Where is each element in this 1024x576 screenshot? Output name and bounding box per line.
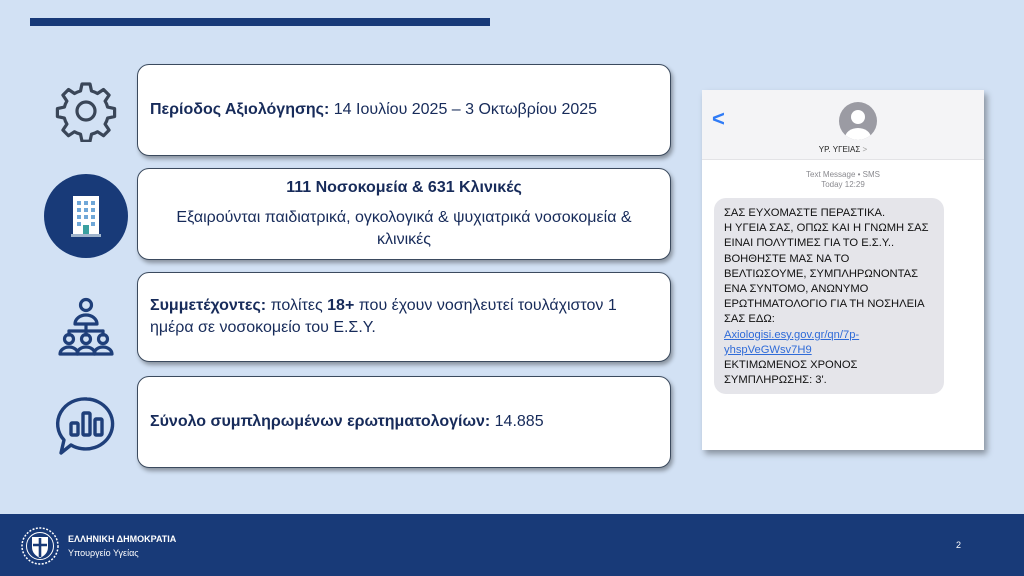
hospitals-note: Εξαιρούνται παιδιατρικά, ογκολογικά & ψυχιατρικά νοσοκομεία & κλινικές <box>176 209 632 248</box>
contact-avatar <box>839 102 877 140</box>
title-accent-bar <box>30 18 490 26</box>
period-card <box>137 64 671 156</box>
total-label: Σύνολο συμπληρωμένων ερωτηματολογίων: <box>150 413 491 430</box>
hellenic-republic-emblem-icon <box>20 526 60 566</box>
sms-survey-link[interactable]: Axiologisi.esy.gov.gr/qn/7p-yhspVeGWsv7H9 <box>724 328 860 356</box>
hospitals-title: 111 Νοσοκομεία & 631 Κλινικές <box>286 179 522 196</box>
back-chevron-icon[interactable]: < <box>712 106 725 131</box>
participants-card <box>137 272 671 362</box>
total-card <box>137 376 671 468</box>
chat-bar-chart-icon <box>55 395 119 459</box>
org-name: ΕΛΛΗΝΙΚΗ ΔΗΜΟΚΡΑΤΙΑ <box>68 534 177 544</box>
period-value: 14 Ιουλίου 2025 – 3 Οκτωβρίου 2025 <box>329 101 598 118</box>
total-value: 14.885 <box>490 413 544 430</box>
sms-type: Text Message • SMS <box>806 170 880 179</box>
participants-age: 18+ <box>327 297 355 314</box>
sms-header <box>702 90 984 160</box>
hospitals-card <box>137 168 671 260</box>
sms-screenshot <box>702 90 984 450</box>
hospital-icon <box>71 194 101 238</box>
participants-post: που έχουν νοσηλευτεί τουλάχιστον 1 ημέρα σε νοσοκομείο του Ε.Σ.Υ. <box>150 297 617 336</box>
gear-icon <box>55 80 117 142</box>
participants-label: Συμμετέχοντες: <box>150 297 267 314</box>
ministry-name: Υπουργείο Υγείας <box>68 548 139 558</box>
sms-message-bubble <box>714 198 944 394</box>
sms-meta <box>702 170 984 190</box>
page-number: 2 <box>956 540 962 550</box>
people-network-icon <box>55 294 117 356</box>
footer-bar <box>0 514 1024 576</box>
hospital-icon-badge <box>44 174 128 258</box>
participants-pre: πολίτες <box>266 297 328 314</box>
contact-name[interactable]: ΥΡ. ΥΓΕΙΑΣ > <box>818 145 868 154</box>
sms-message-text: ΣΑΣ ΕΥΧΟΜΑΣΤΕ ΠΕΡΑΣΤΙΚΑ. Η ΥΓΕΙΑ ΣΑΣ, ΟΠΩΣ ΚΑΙ Η ΓΝΩΜΗ ΣΑΣ ΕΙΝΑΙ ΠΟΛΥΤΙΜΕΣ ΓΙΑ ΤΟ Ε.Σ.Υ.. ΒΟΗΘΗΣΤΕ ΜΑΣ ΝΑ ΤΟ ΒΕΛΤΙΩΣΟΥΜΕ, ΣΥΜΠΛΗΡΩΝΟΝΤΑΣ ΕΝΑ ΣΥΝΤΟΜΟ, ΑΝΩΝΥΜΟ ΕΡΩΤΗΜΑΤΟΛΟΓΙΟ ΓΙΑ ΤΗ ΝΟΣΗΛΕΙΑ ΣΑΣ ΕΔΩ: <box>724 207 929 326</box>
contact-chevron-icon: > <box>862 145 868 154</box>
sms-time: Today 12:29 <box>821 180 865 189</box>
sms-message-tail: ΕΚΤΙΜΩΜΕΝΟΣ ΧΡΟΝΟΣ ΣΥΜΠΛΗΡΩΣΗΣ: 3'. <box>724 359 858 387</box>
period-label: Περίοδος Αξιολόγησης: <box>150 101 330 118</box>
